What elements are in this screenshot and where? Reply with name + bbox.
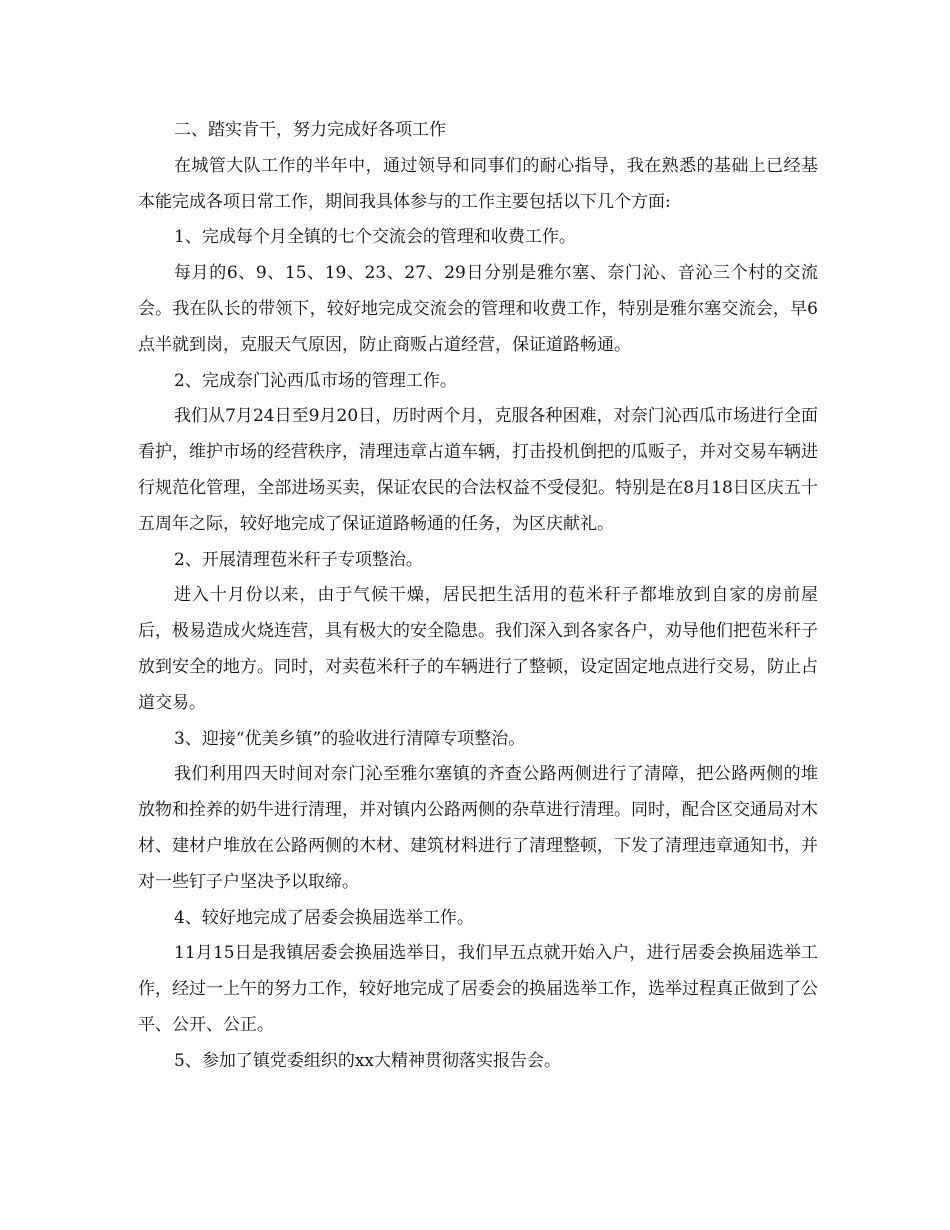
item-heading-2: 2、完成奈门沁西瓜市场的管理工作。: [174, 370, 457, 391]
item-heading-1: 1、完成每个月全镇的七个交流会的管理和收费工作。: [174, 227, 576, 248]
paragraph-1: 每月的6、9、15、19、23、27、29日分别是雅尔塞、奈门沁、音沁三个村的交流会。我在队长的带领下，较好地完成交流会的管理和收费工作，特别是雅尔塞交流会，早6点半就到岗，克服天气原因，防止商贩占道经营，保证道路畅通。: [138, 263, 818, 355]
paragraph-2: 我们从7月24日至9月20日，历时两个月，克服各种困难，对奈门沁西瓜市场进行全面看护，维护市场的经营秩序，清理违章占道车辆，打击投机倒把的瓜贩子，并对交易车辆进行规范化管理，全部进场买卖，保证农民的合法权益不受侵犯。特别是在8月18日区庆五十五周年之际，较好地完成了保证道路畅通的任务，为区庆献礼。: [138, 406, 818, 534]
paragraph-2b: 进入十月份以来，由于气候干燥，居民把生活用的苞米秆子都堆放到自家的房前屋后，极易造成火烧连营，具有极大的安全隐患。我们深入到各家各户，劝导他们把苞米秆子放到安全的地方。同时，对卖苞米秆子的车辆进行了整顿，设定固定地点进行交易，防止占道交易。: [138, 585, 818, 713]
paragraph-intro: 在城管大队工作的半年中，通过领导和同事们的耐心指导，我在熟悉的基础上已经基本能完成各项日常工作，期间我具体参与的工作主要包括以下几个方面:: [138, 155, 818, 212]
item-heading-5: 5、参加了镇党委组织的xx大精神贯彻落实报告会。: [174, 1050, 561, 1071]
paragraph-4: 11月15日是我镇居委会换届选举日，我们早五点就开始入户，进行居委会换届选举工作，经过一上午的努力工作，较好地完成了居委会的换届选举工作，选举过程真正做到了公平、公开、公正。: [138, 943, 818, 1035]
paragraph-3: 我们利用四天时间对奈门沁至雅尔塞镇的齐查公路两侧进行了清障，把公路两侧的堆放物和拴养的奶牛进行清理，并对镇内公路两侧的杂草进行清理。同时，配合区交通局对木材、建材户堆放在公路两侧的木材、建筑材料进行了清理整顿，下发了清理违章通知书，并对一些钉子户坚决予以取缔。: [138, 764, 818, 892]
item-heading-4: 4、较好地完成了居委会换届选举工作。: [174, 907, 474, 928]
item-heading-3: 3、迎接“优美乡镇”的验收进行清障专项整治。: [174, 728, 526, 749]
item-heading-2b: 2、开展清理苞米秆子专项整治。: [174, 549, 423, 570]
document-body: [138, 113, 818, 1080]
section-heading: 二、踏实肯干，努力完成好各项工作: [174, 120, 446, 140]
